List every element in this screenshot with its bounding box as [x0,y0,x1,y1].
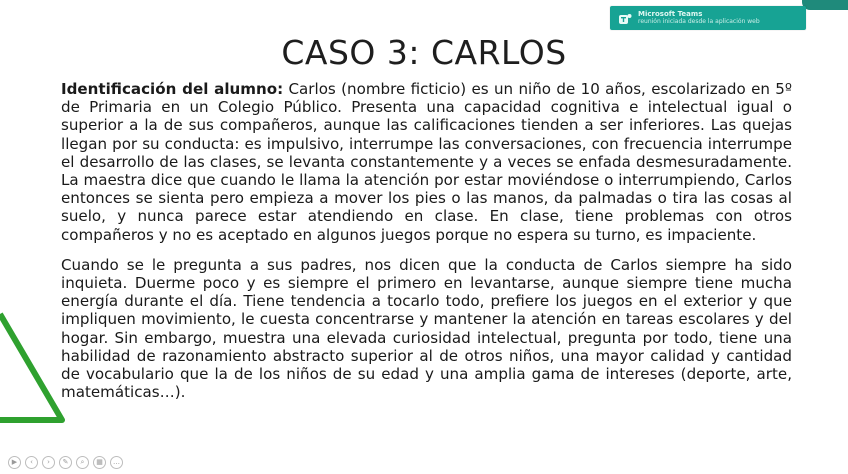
paragraph-text: Carlos (nombre ficticio) es un niño de 10 años, escolarizado en 5º de Primaria en un Colegio Público. Presenta una capacidad cognitiva e intelectual igual o superior a la de sus compañeros, aunque las calificaciones tienden a ser inferiores. Las quejas llegan por su conducta: es impulsivo, interrumpe las conversaciones, con frecuencia interrumpe el desarrollo de las clases, se levanta constantemente y a veces se enfada desmesuradamente. La maestra dice que cuando le llama la atención por estar moviéndose o interrumpiendo, Carlos entonces se sienta pero empieza a mover los pies o las manos, da palmadas o tira las cosas al suelo, y nunca parece estar atendiendo en clase. En clase, tiene problemas con otros compañeros y no es aceptado en algunos juegos porque no espera su turno, es impaciente. [61,80,792,244]
teams-icon [618,11,632,25]
teams-notification[interactable] [610,6,806,30]
next-icon[interactable]: › [42,456,55,469]
play-icon[interactable]: ▶ [8,456,21,469]
slide-body [61,80,792,413]
paragraph-label: Identificación del alumno: [61,80,284,98]
presentation-toolbar [8,456,123,469]
slide-title: CASO 3: CARLOS [281,33,567,72]
notification-title: Microsoft Teams [638,10,703,19]
grid-icon[interactable]: ▦ [93,456,106,469]
more-icon[interactable]: … [110,456,123,469]
paragraph-parents: Cuando se le pregunta a sus padres, nos dicen que la conducta de Carlos siempre ha sido inquieta. Duerme poco y es siempre el primero en levantarse, aunque siempre tiene mucha energía durante el día. Tiene tendencia a tocarlo todo, prefiere los juegos en el exterior y que impliquen movimiento, le cuesta concentrarse y mantener la atención en tareas escolares y del hogar. Sin embargo, muestra una elevada curiosidad intelectual, pregunta por todo, tiene una habilidad de razonamiento abstracto superior al de otros niños, una mayor calidad y cantidad de vocabulario que la de los niños de su edad y una amplia gama de intereses (deporte, arte, matemáticas…). [61,255,792,402]
notification-text [638,11,760,25]
window-accent-bar [802,0,848,10]
paragraph-identification [61,80,792,244]
pen-icon[interactable]: ✎ [59,456,72,469]
zoom-icon[interactable]: ⌕ [76,456,89,469]
previous-icon[interactable]: ‹ [25,456,38,469]
notification-subtitle: reunión iniciada desde la aplicación web [638,17,760,25]
green-triangle-shape [0,312,72,430]
